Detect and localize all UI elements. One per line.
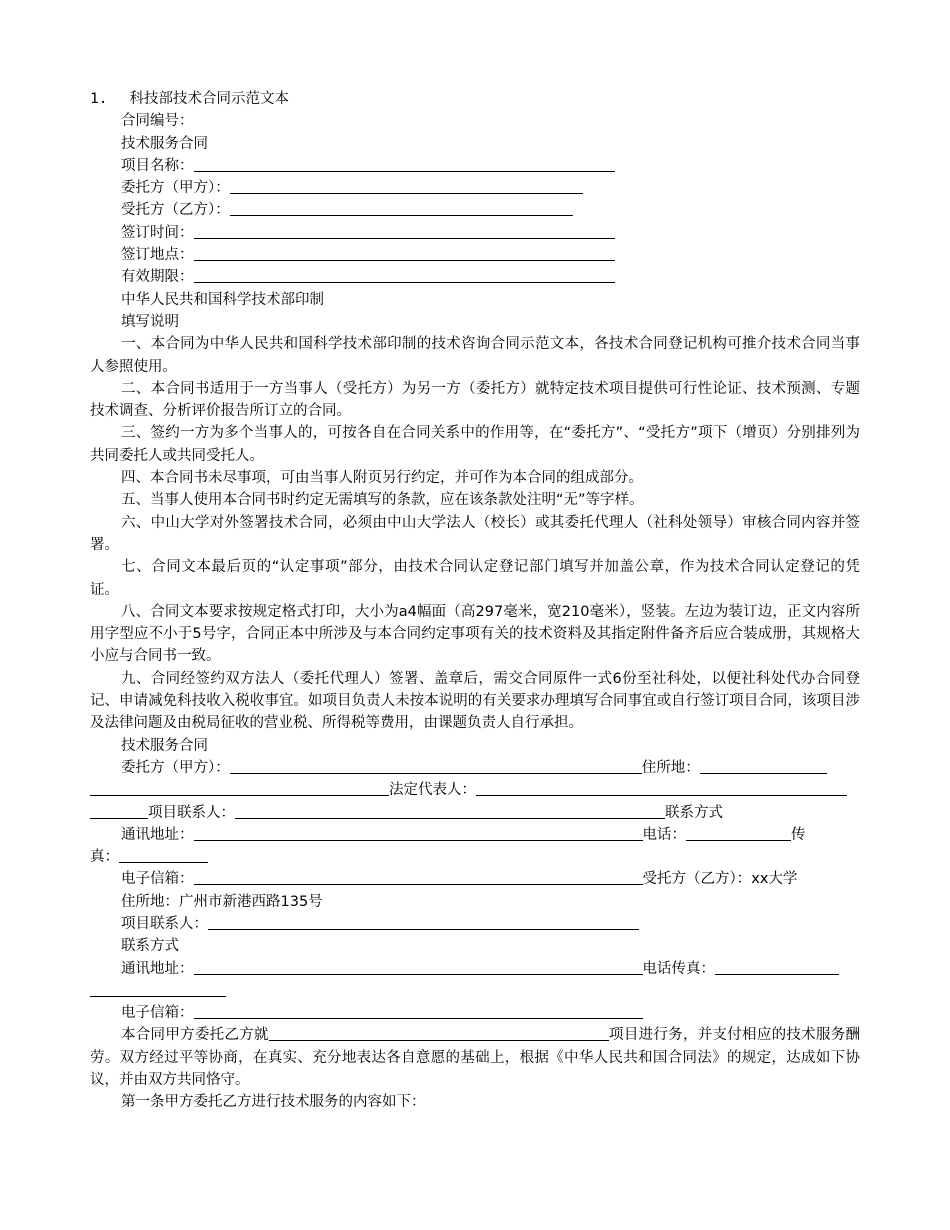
article-one: 第一条甲方委托乙方进行技术服务的内容如下： bbox=[121, 1094, 426, 1111]
blank-line[interactable] bbox=[230, 200, 573, 216]
blank-line[interactable] bbox=[194, 156, 615, 172]
fax-row: 真： bbox=[90, 846, 860, 868]
client-field: 委托方（甲方）： bbox=[90, 177, 860, 199]
printer-line: 中华人民共和国科学技术部印制 bbox=[121, 291, 324, 308]
blank-line[interactable] bbox=[194, 245, 615, 261]
blank-line[interactable] bbox=[90, 981, 226, 997]
instruction-item: 一、本合同为中华人民共和国科学技术部印制的技术咨询合同示范文本，各技术合同登记机构可推介技术合同当事人参照使用。 bbox=[90, 336, 860, 375]
contract-intro: 本合同甲方委托乙方就 项目进行务，并支付相应的技术服务酬劳。双方经过平等协商，在真实、充分地表达各自意愿的基础上，根据《中华人民共和国合同法》的规定，达成如下协议，并由双方共同恪守。 bbox=[90, 1027, 861, 1089]
blank-line[interactable] bbox=[90, 803, 148, 819]
instruction-item: 七、合同文本最后页的“认定事项”部分，由技术合同认定登记部门填写并加盖公章，作为技术合同认定登记的凭证。 bbox=[90, 559, 860, 598]
contract-number-label: 合同编号： bbox=[121, 113, 194, 130]
instruction-item: 六、中山大学对外签署技术合同，必须由中山大学法人（校长）或其委托代理人（社科处领导）审核合同内容并签署。 bbox=[90, 514, 860, 553]
contractor-mail-continue bbox=[90, 980, 860, 1002]
sign-place-field: 签订地点： bbox=[90, 244, 860, 266]
blank-line[interactable] bbox=[208, 914, 639, 930]
contractor-mail-row: 通讯地址： 电话传真： bbox=[90, 958, 860, 980]
blank-line[interactable] bbox=[194, 959, 643, 975]
instruction-item: 二、本合同书适用于一方当事人（受托方）为另一方（委托方）就特定技术项目提供可行性论证、技术预测、专题技术调查、分析评价报告所订立的合同。 bbox=[90, 380, 860, 420]
instruction-item: 四、本合同书未尽事项，可由当事人附页另行约定，并可作为本合同的组成部分。 bbox=[121, 470, 643, 487]
heading-number: 1. bbox=[90, 91, 108, 107]
contractor-contact-row: 项目联系人： bbox=[90, 913, 860, 935]
sign-time-field: 签订时间： bbox=[90, 222, 860, 244]
blank-line[interactable] bbox=[715, 959, 839, 975]
instruction-item: 八、合同文本要求按规定格式打印，大小为a4幅面（高297毫米，宽210毫米），竖装。左边为装订边，正文内容所用字型应不小于5号字，合同正本中所涉及与本合同约定事项有关的技术资料及其指定附件备齐后应合装成册，其规格大小应与合同书一致。 bbox=[90, 603, 860, 665]
project-name-field: 项目名称： bbox=[90, 155, 860, 177]
legal-rep-row: 法定代表人： bbox=[90, 779, 860, 801]
contractor-address: 住所地：广州市新港西路135号 bbox=[121, 893, 323, 910]
heading-title: 科技部技术合同示范文本 bbox=[129, 91, 289, 107]
blank-line[interactable] bbox=[686, 825, 791, 841]
blank-line[interactable] bbox=[230, 178, 583, 194]
blank-line[interactable] bbox=[194, 1003, 643, 1019]
mail-phone-row: 通讯地址： 电话： 传 bbox=[121, 826, 806, 843]
instruction-item: 九、合同经签约双方法人（委托代理人）签署、盖章后，需交合同原件一式6份至社科处，以便社科处代办合同登记、申请减免科技收入税收事宜。如项目负责人未按本说明的有关要求办理填写合同事宜或自行签订项目合同，该项目涉及法律问题及由税局征收的营业税、所得税等费用，由课题负责人自行承担。 bbox=[90, 670, 860, 732]
blank-line[interactable] bbox=[194, 869, 643, 885]
blank-line[interactable] bbox=[119, 847, 208, 863]
client-address-row: 委托方（甲方）： 住所地： bbox=[90, 757, 860, 779]
form-title: 技术服务合同 bbox=[121, 737, 208, 754]
instruction-item: 五、当事人使用本合同书时约定无需填写的条款，应在该条款处注明“无”等字样。 bbox=[121, 492, 644, 509]
blank-line[interactable] bbox=[230, 758, 642, 774]
blank-line[interactable] bbox=[194, 267, 615, 283]
validity-field: 有效期限： bbox=[90, 266, 860, 288]
contact-person-row: 项目联系人： 联系方式 bbox=[90, 802, 860, 824]
document-heading bbox=[90, 88, 860, 110]
contractor-field: 受托方（乙方）： bbox=[90, 199, 860, 221]
blank-line[interactable] bbox=[194, 825, 643, 841]
document-page bbox=[90, 88, 860, 1114]
contractor-email-row: 电子信箱： bbox=[90, 1002, 860, 1024]
contractor-contact-method: 联系方式 bbox=[121, 938, 179, 955]
blank-line[interactable] bbox=[235, 803, 665, 819]
email-contractor-row: 电子信箱： 受托方（乙方）：xx大学 bbox=[121, 871, 798, 888]
blank-line[interactable] bbox=[269, 1025, 609, 1041]
contract-type: 技术服务合同 bbox=[121, 135, 208, 152]
blank-line[interactable] bbox=[700, 758, 827, 774]
instruction-item: 三、签约一方为多个当事人的，可按各自在合同关系中的作用等，在“委托方”、“受托方”项下（增页）分别排列为共同委托人或共同受托人。 bbox=[90, 425, 860, 464]
instructions-title: 填写说明 bbox=[121, 313, 179, 330]
blank-line[interactable] bbox=[90, 780, 389, 796]
blank-line[interactable] bbox=[194, 223, 615, 239]
blank-line[interactable] bbox=[476, 780, 847, 796]
